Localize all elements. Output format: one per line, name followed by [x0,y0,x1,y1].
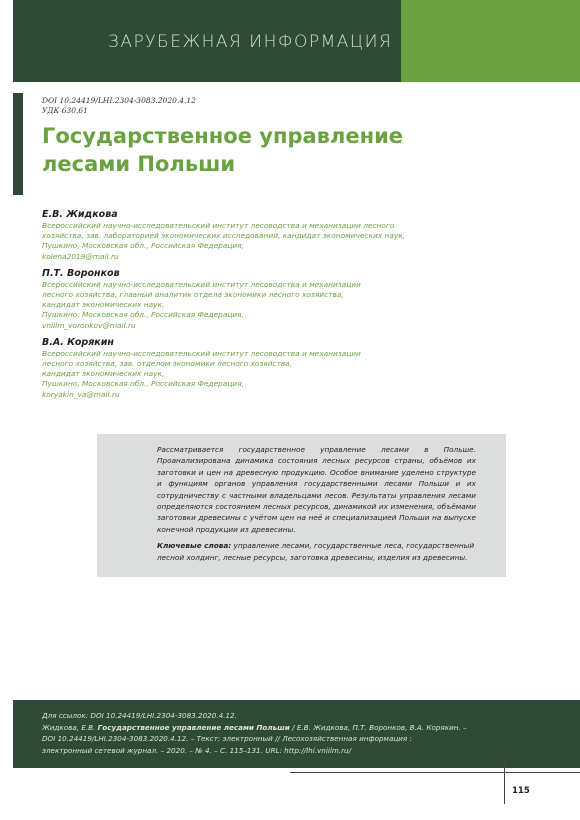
author-affiliation: Всероссийский научно-исследовательский институт лесоводства и механизации [42,348,361,358]
author-affiliation: лесного хозяйства, главный аналитик отдела экономики лесного хозяйства, [42,290,344,300]
author-location: Пушкино, Московская обл., Российская Федерация, [42,379,244,389]
footer-rule [290,772,580,773]
author-affiliation: Всероссийский научно-исследовательский институт лесоводства и механизации [42,279,361,289]
author-name: П.Т. Воронков [42,267,120,279]
citation-title: Государственное управление лесами Польши [97,722,290,732]
author-degree: кандидат экономических наук, [42,300,165,310]
author-email-link[interactable]: kolena2019@mail.ru [42,251,119,261]
doi-text[interactable]: DOI 10.24419/LHI.2304-3083.2020.4.12 [42,96,196,105]
citation-band [13,700,580,768]
author-affiliation: лесного хозяйства, зав. отделом экономики лесного хозяйства, [42,359,293,369]
article-title-line2: лесами Польши [42,152,236,176]
authors-list [42,209,482,406]
footer-divider [504,760,505,804]
udk-text: УДК 630.61 [42,106,88,115]
author-block [42,268,482,331]
abstract-text: Рассматривается государственное управление лесами в Польше. Проанализирована динамика состояния лесных ресурсов страны, объёмов их заготовки и цен на древесную продукцию. Особое внимание уделено структуре и функциям органов управления государственными лесами Польши и их сотрудничеству с частными владельцами лесов. Результаты управления лесами определяются состоянием лесных ресурсов, динамикой их изменения, объёмами заготовки древесины с учётом цен на неё и специализацией Польши на выпуске конечной продукции из древесины. [157,445,476,534]
citation-url-line[interactable]: электронный сетевой журнал. – 2020. – № 4. – С. 115–131. URL: http://lhi.vniilm.ru/ [42,745,352,755]
keywords-label: Ключевые слова: [157,541,232,551]
title-side-bar [13,93,23,195]
author-block [42,209,482,262]
section-title: ЗАРУБЕЖНАЯ ИНФОРМАЦИЯ [108,32,393,52]
citation-authors: Жидкова, Е.В. [42,722,98,732]
article-title [42,122,462,178]
keywords-text: управление лесами, государственные леса, государственный лесной холдинг, лесные ресурсы, заготовка древесины, изделия из древесины. [157,541,475,562]
keywords [157,540,476,563]
author-affiliation: хозяйства, зав. лабораторией экономических исследований, кандидат экономических наук, [42,231,406,241]
author-name: Е.В. Жидкова [42,209,118,220]
author-block [42,337,482,400]
author-name: В.А. Корякин [42,336,114,348]
citation-line [42,722,551,734]
citation-authors-full: / Е.В. Жидкова, П.Т. Воронков, В.А. Корякин. – [289,722,467,732]
author-email-link[interactable]: koryakin_va@mail.ru [42,389,120,399]
citation-line: Для ссылок: DOI 10.24419/LHI.2304-3083.2020.4.12. [42,711,237,720]
doi-block [42,96,196,116]
author-affiliation: Всероссийский научно-исследовательский институт лесоводства и механизации лесного [42,221,395,230]
author-location: Пушкино, Московская обл., Российская Федерация, [42,310,244,320]
abstract-box [97,434,506,577]
author-degree: кандидат экономических наук, [42,369,165,379]
author-email-link[interactable]: vniilm_voronkov@mail.ru [42,320,136,330]
header-accent-block [401,0,580,82]
page-number: 115 [512,786,530,796]
citation-line: DOI 10.24419/LHI.2304-3083.2020.4.12. – Текст: электронный // Лесохозяйственная информация : [42,734,412,743]
article-title-line1: Государственное управление [42,124,404,148]
author-location: Пушкино, Московская обл., Российская Федерация, [42,241,244,251]
